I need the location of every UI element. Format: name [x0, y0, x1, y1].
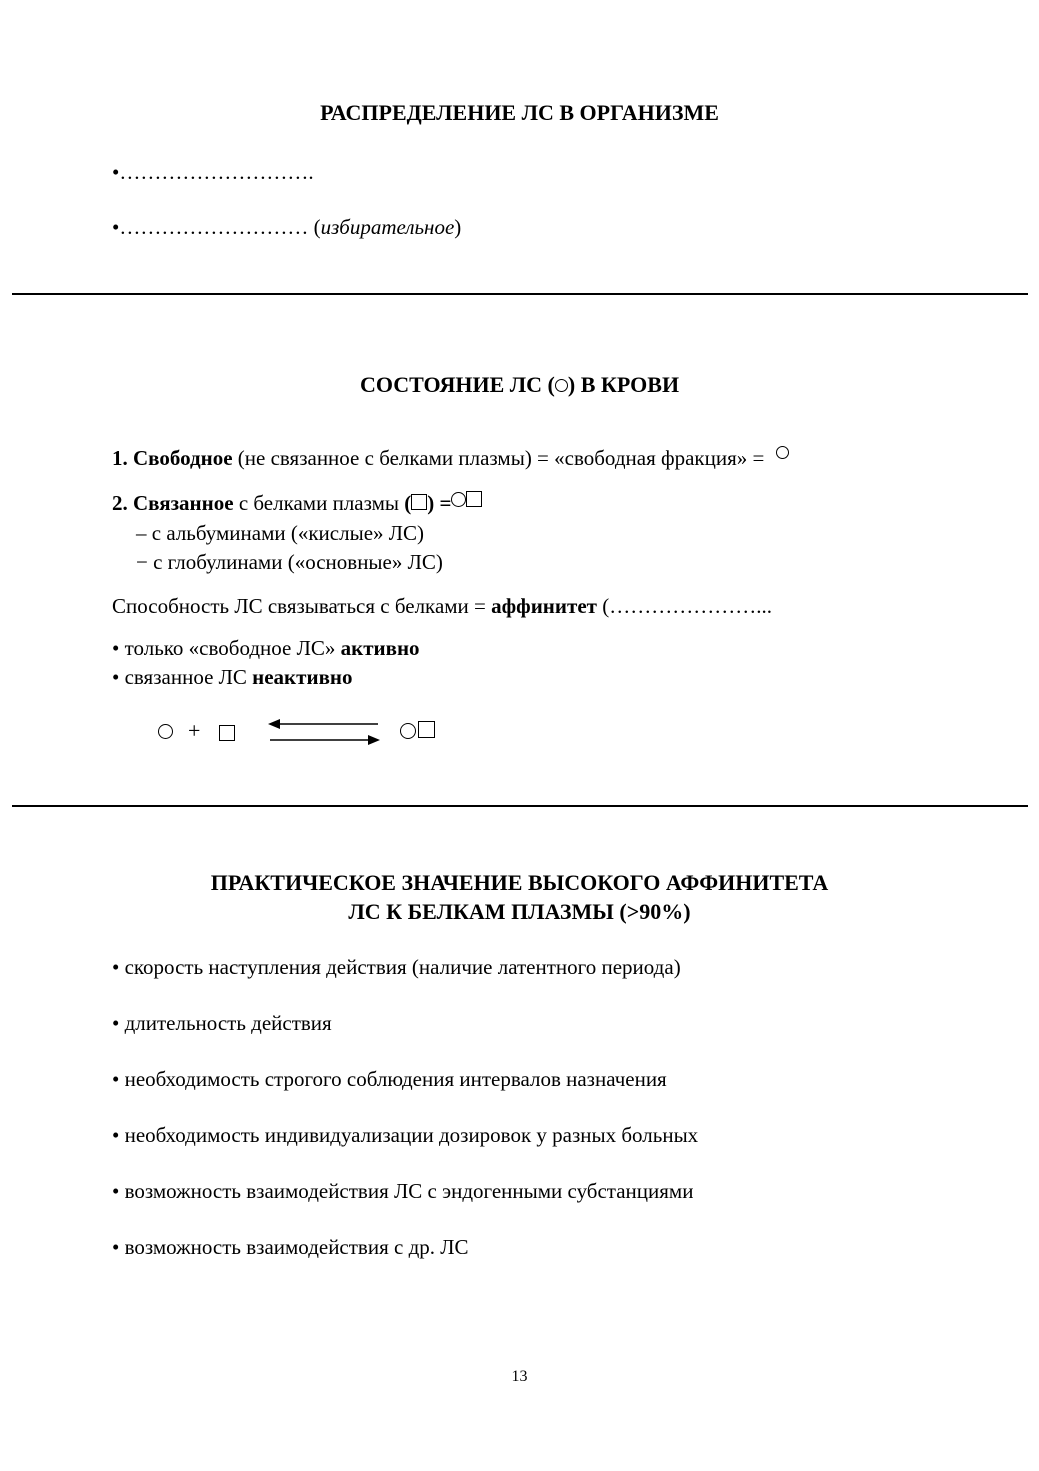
- albumin-line: – с альбуминами («кислые» ЛС): [136, 521, 425, 545]
- drug-circle-icon: [158, 724, 173, 739]
- section-title-distribution: РАСПРЕДЕЛЕНИЕ ЛС В ОРГАНИЗМЕ: [320, 100, 719, 125]
- paren-open: (: [404, 491, 412, 515]
- affinity-text: Способность ЛС связываться с белками =: [112, 594, 492, 618]
- title-part: ) В КРОВИ: [567, 372, 680, 397]
- blank-dots: ……………………… (: [119, 215, 321, 239]
- free-fraction-text: (не связанное с белками плазмы) = «свободная фракция» =: [232, 446, 770, 470]
- drug-circle-icon: [776, 446, 789, 459]
- protein-square-icon: [411, 494, 427, 510]
- section-title-practical-line2: ЛС К БЕЛКАМ ПЛАЗМЫ (>90%): [348, 899, 691, 924]
- drug-circle-icon: [400, 723, 416, 739]
- inactive-line: [112, 665, 353, 690]
- section-title-practical-line1: ПРАКТИЧЕСКОЕ ЗНАЧЕНИЕ ВЫСОКОГО АФФИНИТЕТА: [210, 870, 829, 895]
- divider: [12, 293, 1028, 295]
- list-item: • необходимость строгого соблюдения интервалов назначения: [112, 1067, 667, 1091]
- protein-square-icon: [466, 491, 482, 507]
- drug-circle-icon: [555, 379, 568, 392]
- item-number-bound: 2. Связанное: [112, 491, 234, 515]
- affinity-term: аффинитет: [491, 594, 597, 618]
- inactive-text: • связанное ЛС: [112, 665, 253, 689]
- bound-fraction-text: с белками плазмы: [233, 491, 405, 515]
- inactive-term: неактивно: [252, 665, 353, 689]
- free-fraction-line: [112, 446, 783, 471]
- divider: [12, 805, 1028, 807]
- list-item: • скорость наступления действия (наличие латентного периода): [112, 955, 681, 979]
- active-line: [112, 636, 420, 661]
- section-title-blood-state: [0, 372, 1039, 398]
- protein-square-icon: [219, 725, 235, 741]
- protein-square-icon: [418, 721, 435, 738]
- page-number: 13: [511, 1368, 528, 1385]
- paren-close: ) =: [427, 491, 452, 515]
- bullet: •: [112, 215, 120, 239]
- paren-close: ): [454, 215, 462, 239]
- equilibrium-arrows-icon: [266, 716, 382, 750]
- bullet: •: [112, 160, 120, 184]
- title-part: СОСТОЯНИЕ ЛС (: [359, 372, 555, 397]
- item-number-free: 1. Свободное: [112, 446, 233, 470]
- plus-sign: +: [188, 718, 201, 743]
- note-italic: избирательное: [320, 215, 455, 239]
- list-item: • возможность взаимодействия с др. ЛС: [112, 1235, 469, 1259]
- drug-circle-icon: [451, 492, 466, 507]
- list-item: • возможность взаимодействия ЛС с эндогенными субстанциями: [112, 1179, 694, 1203]
- list-item: • необходимость индивидуализации дозировок у разных больных: [112, 1123, 699, 1147]
- blank-item-2: [112, 215, 461, 240]
- affinity-blank: (…………………...: [596, 594, 772, 618]
- affinity-line: [112, 594, 772, 619]
- active-term: активно: [340, 636, 420, 660]
- globulin-line: − с глобулинами («основные» ЛС): [136, 550, 443, 574]
- list-item: • длительность действия: [112, 1011, 332, 1035]
- blank-dots: ……………………….: [119, 160, 314, 184]
- blank-item-1: [112, 160, 314, 185]
- bound-fraction-line: [112, 491, 482, 516]
- active-text: • только «свободное ЛС»: [112, 636, 341, 660]
